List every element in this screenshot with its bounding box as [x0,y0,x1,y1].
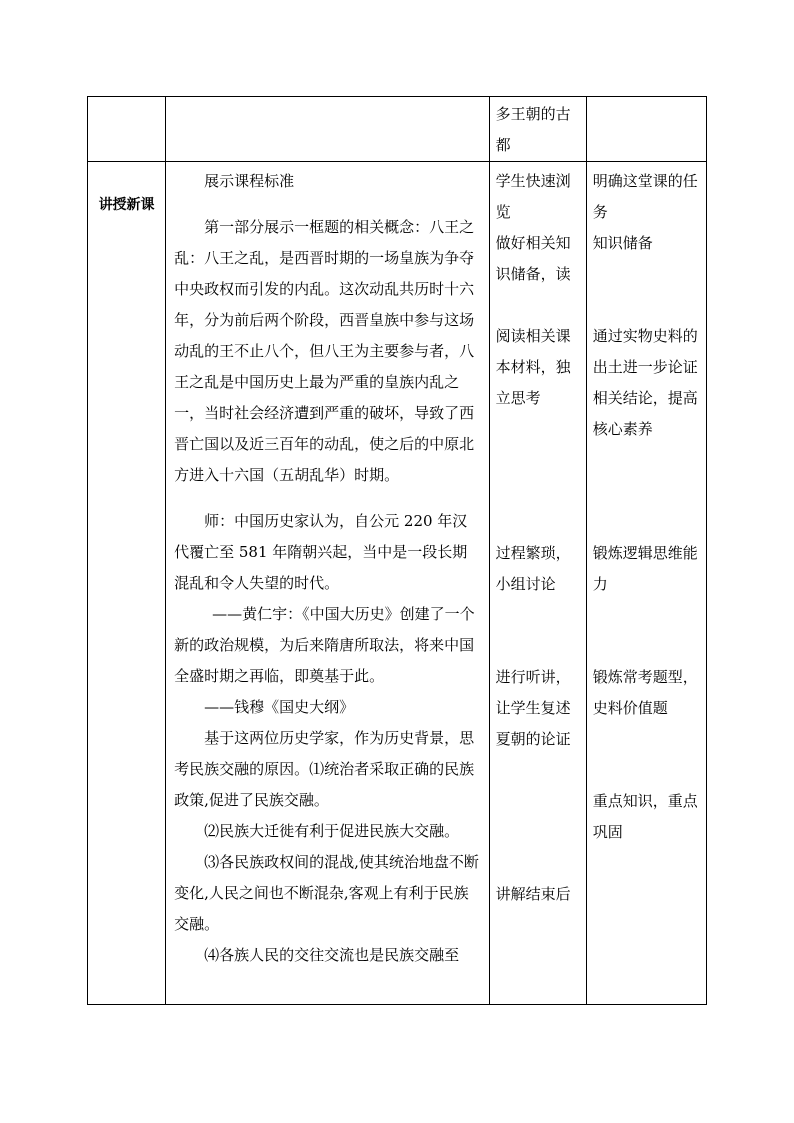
cell-empty [166,97,490,162]
paragraph: 基于这两位历史学家，作为历史背景，思考民族交融的原因。⑴统治者采取正确的民族政策,促进了民族交融。 [174,729,475,809]
table-row [88,162,707,1005]
intent-item: 通过实物史料的出土进一步论证相关结论，提高核心素养 [592,327,698,438]
paragraph: ⑷各族人民的交往交流也是民族交融至 [204,946,460,964]
lesson-plan-table [87,96,707,1005]
activity-item: 过程繁琐，小组讨论 [495,544,571,593]
cell-empty [88,97,166,162]
intent-item: 知识储备 [592,234,653,252]
activity-item: 做好相关知识储备，读 [495,234,571,283]
paragraph: 第一部分展示一框题的相关概念：八王之乱：八王之乱，是西晋时期的一场皇族为争夺中央政权而引发的内乱。这次动乱共历时十六年，分为前后两个阶段，西晋皇族中参与这场动乱的王不止八个，但八王为主要参与者，八王之乱是中国历史上最为严重的皇族内乱之一，当时社会经济遭到严重的破坏，导致了西晋亡国以及近三百年的动乱，使之后的中原北方进入十六国（五胡乱华）时期。 [174,218,475,484]
activity-item: 学生快速浏览 [495,172,571,221]
cell-prev-student [489,97,586,162]
paragraph: ⑶各民族政权间的混战,使其统治地盘不断变化,人民之间也不断混杂,客观上有利于民族交融。 [174,853,479,933]
paragraph: ——钱穆《国史大纲》 [204,698,355,716]
intent-item: 明确这堂课的任务 [592,172,698,221]
section-label: 讲授新课 [88,162,166,1005]
intent-item: 锻炼常考题型，史料价值题 [592,668,698,717]
teaching-content-cell [166,162,490,1005]
paragraph: ⑵民族大迁徙有利于促进民族大交融。 [204,822,460,840]
text-line: 都 [495,136,511,154]
student-activity-cell [489,162,586,1005]
activity-item: 进行听讲，让学生复述夏朝的论证 [495,668,571,748]
paragraph: 展示课程标准 [204,172,295,190]
design-intent-cell [586,162,706,1005]
paragraph: 师：中国历史家认为，自公元 220 年汉代覆亡至 581 年隋朝兴起，当中是一段长期混乱和令人失望的时代。 [174,512,468,592]
intent-item: 重点知识，重点巩固 [592,792,698,841]
text-line: 多王朝的古 [495,105,571,123]
table-row [88,97,707,162]
intent-item: 锻炼逻辑思维能力 [592,544,698,593]
activity-item: 讲解结束后 [495,885,571,903]
activity-item: 阅读相关课本材料，独立思考 [495,327,571,407]
paragraph: ——黄仁宇：《中国大历史》创建了一个新的政治规模，为后来隋唐所取法，将来中国全盛时期之再临，即奠基于此。 [174,605,475,685]
cell-empty [586,97,706,162]
